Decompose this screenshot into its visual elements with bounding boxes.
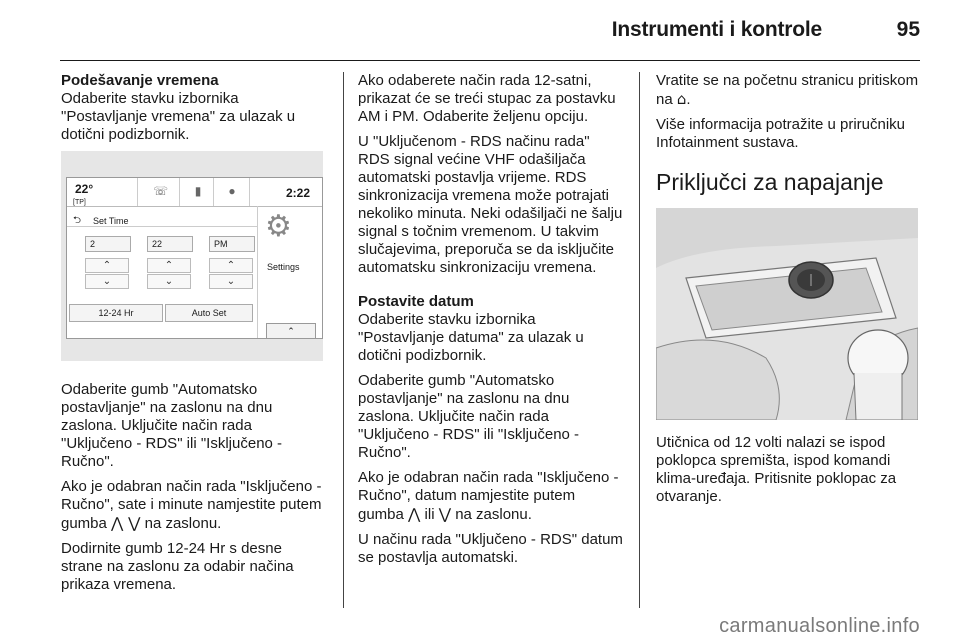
- paragraph: Utičnica od 12 volti nalazi se ispod poklopca spremišta, ispod komandi klima-uređaja. Pritisnite poklopac za otvaranje.: [656, 434, 897, 505]
- paragraph: Odaberite gumb "Automatsko postavljanje" na zaslonu na dnu zaslona. Uključite način rada "Uključeno - RDS" ili "Isključeno - Ručno".: [358, 372, 580, 461]
- header-rule: [60, 60, 920, 61]
- set-time-screen-illustration: [61, 151, 323, 361]
- info-icon: ●: [228, 184, 236, 198]
- screen-title: Set Time: [93, 216, 129, 226]
- minute-down-icon: ⌄: [147, 274, 191, 289]
- paragraph: Dodirnite gumb 12-24 Hr s desne strane na zaslonu za odabir načina prikaza vremena.: [61, 540, 294, 593]
- paragraph: [358, 469, 623, 524]
- screen-temperature: 22°: [75, 182, 94, 196]
- column-1: [61, 72, 326, 601]
- paragraph: Odaberite stavku izbornika "Postavljanje vremena" za ulazak u dotični podizbornik.: [61, 90, 296, 143]
- section-heading-date: Postavite datum: [358, 293, 474, 310]
- down-arrow-icon: ⋁: [438, 505, 452, 523]
- text: Ako je odabran način rada "Isključeno - Ručno", datum namjestite putem gumba: [358, 469, 619, 523]
- hour-up-icon: ⌃: [85, 258, 129, 273]
- screen-top-bar: [67, 178, 322, 207]
- button-12-24hr: 12-24 Hr: [69, 304, 163, 322]
- text: Ako je odabran način rada "Isključeno - Ručno", sate i minute namjestite putem gumba: [61, 478, 322, 532]
- settings-gear-icon: ⚙: [265, 210, 292, 243]
- paragraph: Odaberite gumb "Automatsko postavljanje" na zaslonu na dnu zaslona. Uključite način rada "Uključeno - RDS" ili "Isključeno - Ručno".: [61, 381, 283, 470]
- phone-icon: ☏: [153, 184, 169, 198]
- column-divider-2: [639, 72, 640, 608]
- paragraph: U "Uključenom - RDS načinu rada" RDS signal većine VHF odašiljača automatski postavlja vrijeme. RDS sinkronizacija vremena može potrajati nekoliko minuta. Neki odašiljači ne šalju signal s točnim vremenom. U takvim slučajevima, preporuča se da isključite automatsku sinkronizaciju vremena.: [358, 133, 623, 276]
- text: na zaslonu.: [144, 515, 222, 532]
- paragraph: [656, 72, 921, 109]
- watermark: carmanualsonline.info: [719, 615, 920, 637]
- button-auto-set: Auto Set: [165, 304, 253, 322]
- section-heading-time: Podešavanje vremena: [61, 72, 219, 89]
- page-number: 95: [896, 18, 920, 41]
- hour-field: 2: [85, 236, 131, 252]
- divider: [179, 178, 180, 206]
- divider: [137, 178, 138, 206]
- screen-tp-indicator: [TP]: [73, 199, 86, 206]
- minute-field: 22: [147, 236, 193, 252]
- column-divider-1: [343, 72, 344, 608]
- up-arrow-icon: ⋀: [408, 505, 421, 523]
- paragraph: Ako odaberete način rada 12-satni, prikazat će se treći stupac za postavku AM i PM. Odaberite željenu opciju.: [358, 72, 616, 125]
- divider: [249, 178, 250, 206]
- paragraph: [61, 478, 326, 533]
- text: na zaslonu.: [455, 506, 532, 523]
- screen-clock: 2:22: [285, 186, 310, 200]
- paragraph: Odaberite stavku izbornika "Postavljanje datuma" za ulazak u dotični podizbornik.: [358, 311, 584, 364]
- period-field: PM: [209, 236, 255, 252]
- text: .: [686, 91, 691, 108]
- column-2: [358, 72, 623, 574]
- scroll-up-icon: ⌃: [266, 323, 316, 338]
- period-up-icon: ⌃: [209, 258, 253, 273]
- column-3: [656, 72, 921, 513]
- device-icon: ▮: [194, 184, 202, 198]
- power-outlet-drawing: [656, 208, 918, 420]
- divider: [257, 206, 258, 338]
- text: ili: [424, 506, 435, 523]
- paragraph: Više informacija potražite u priručniku Infotainment sustava.: [656, 116, 906, 151]
- period-down-icon: ⌄: [209, 274, 253, 289]
- settings-label: Settings: [267, 262, 300, 272]
- header-title: Instrumenti i kontrole: [611, 18, 822, 41]
- divider: [67, 226, 257, 227]
- text: Vratite se na početnu stranicu pritiskom na: [656, 72, 919, 108]
- infotainment-screen: [66, 177, 323, 339]
- paragraph: U načinu rada "Uključeno - RDS" datum se postavlja automatski.: [358, 531, 623, 566]
- hour-down-icon: ⌄: [85, 274, 129, 289]
- divider: [213, 178, 214, 206]
- home-icon: ⌂: [676, 90, 687, 108]
- power-outlet-illustration: [656, 208, 918, 420]
- section-heading-power-outlets: Priključci za napajanje: [656, 169, 884, 195]
- back-arrow-icon: ⮌: [73, 215, 82, 226]
- up-down-arrows-icon: ⋀ ⋁: [111, 514, 141, 532]
- minute-up-icon: ⌃: [147, 258, 191, 273]
